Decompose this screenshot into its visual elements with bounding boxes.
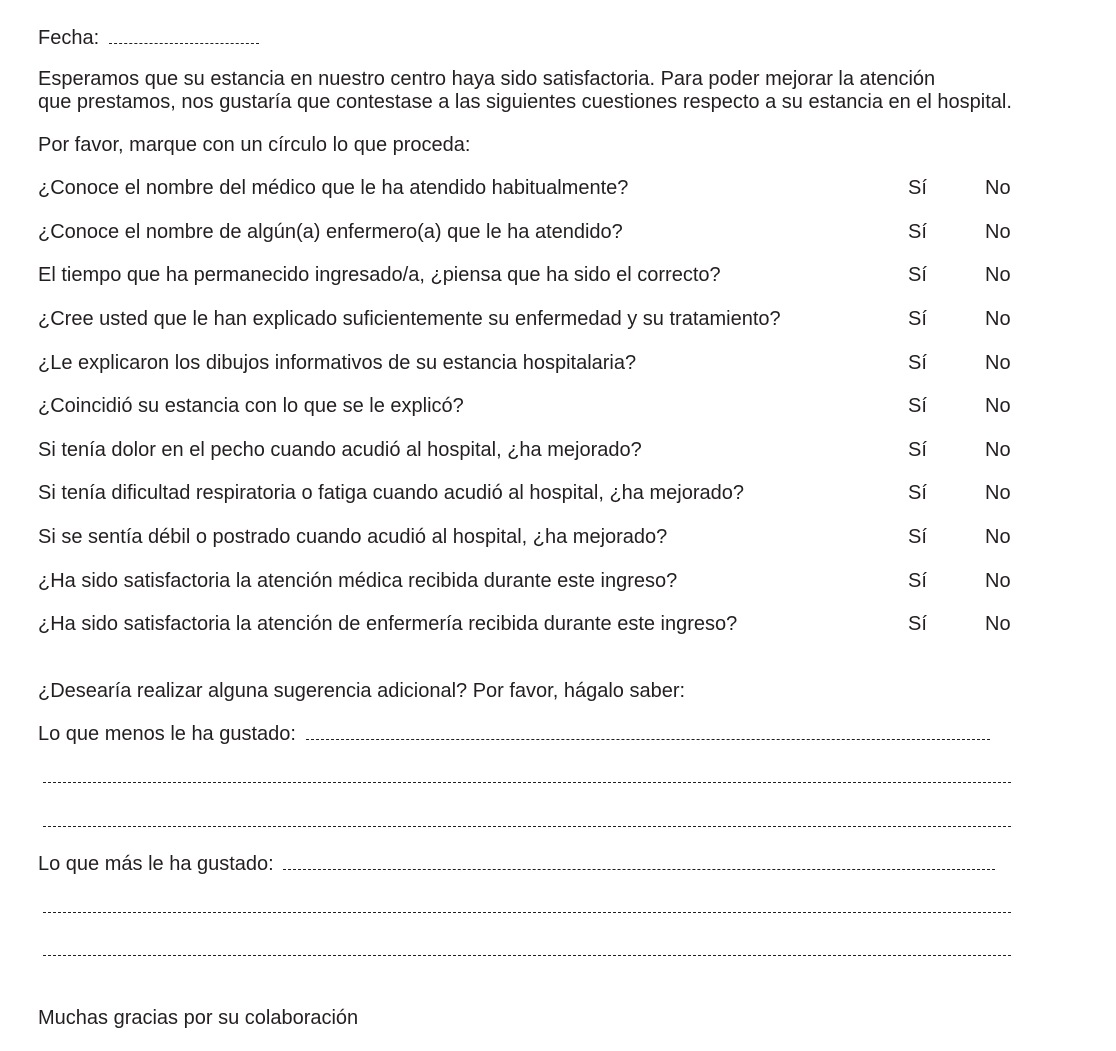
answer-no[interactable]: No <box>985 264 1011 286</box>
question-row <box>38 612 1116 636</box>
answer-no[interactable]: No <box>985 482 1011 504</box>
date-label: Fecha: <box>38 27 100 49</box>
answer-no[interactable]: No <box>985 352 1011 374</box>
date-field <box>38 26 259 50</box>
question-text: El tiempo que ha permanecido ingresado/a, ¿piensa que ha sido el correcto? <box>38 264 721 286</box>
answer-no[interactable]: No <box>985 570 1011 592</box>
most-liked-field <box>38 852 995 876</box>
answer-yes[interactable]: Sí <box>908 264 927 286</box>
answer-no[interactable]: No <box>985 526 1011 548</box>
question-text: ¿Ha sido satisfactoria la atención médica recibida durante este ingreso? <box>38 570 678 592</box>
answer-yes[interactable]: Sí <box>908 352 927 374</box>
most-liked-extra-line-1[interactable] <box>43 912 1011 913</box>
answer-yes[interactable]: Sí <box>908 439 927 461</box>
intro-line-1: Esperamos que su estancia en nuestro centro haya sido satisfactoria. Para poder mejorar la atención <box>38 68 936 90</box>
question-row <box>38 263 1116 287</box>
answer-yes[interactable]: Sí <box>908 613 927 635</box>
question-text: Si tenía dificultad respiratoria o fatiga cuando acudió al hospital, ¿ha mejorado? <box>38 482 744 504</box>
date-input-line[interactable] <box>109 43 259 44</box>
suggestion-prompt: ¿Desearía realizar alguna sugerencia adicional? Por favor, hágalo saber: <box>38 680 686 702</box>
answer-no[interactable]: No <box>985 177 1011 199</box>
most-liked-label: Lo que más le ha gustado: <box>38 853 274 875</box>
question-text: ¿Ha sido satisfactoria la atención de enfermería recibida durante este ingreso? <box>38 613 738 635</box>
question-row <box>38 394 1116 418</box>
answer-yes[interactable]: Sí <box>908 482 927 504</box>
answer-no[interactable]: No <box>985 395 1011 417</box>
question-row <box>38 481 1116 505</box>
question-row <box>38 307 1116 331</box>
question-text: ¿Le explicaron los dibujos informativos de su estancia hospitalaria? <box>38 352 637 374</box>
question-text: ¿Conoce el nombre de algún(a) enfermero(a) que le ha atendido? <box>38 221 623 243</box>
least-liked-label: Lo que menos le ha gustado: <box>38 723 296 745</box>
least-liked-extra-line-1[interactable] <box>43 782 1011 783</box>
answer-no[interactable]: No <box>985 613 1011 635</box>
least-liked-input-line[interactable] <box>306 739 990 740</box>
answer-no[interactable]: No <box>985 439 1011 461</box>
closing-text: Muchas gracias por su colaboración <box>38 1007 359 1029</box>
answer-yes[interactable]: Sí <box>908 308 927 330</box>
question-row <box>38 220 1116 244</box>
instruction-text: Por favor, marque con un círculo lo que proceda: <box>38 134 471 156</box>
most-liked-extra-line-2[interactable] <box>43 955 1011 956</box>
least-liked-field <box>38 722 990 746</box>
answer-yes[interactable]: Sí <box>908 177 927 199</box>
answer-no[interactable]: No <box>985 308 1011 330</box>
question-text: ¿Conoce el nombre del médico que le ha atendido habitualmente? <box>38 177 629 199</box>
answer-no[interactable]: No <box>985 221 1011 243</box>
question-text: ¿Cree usted que le han explicado suficientemente su enfermedad y su tratamiento? <box>38 308 781 330</box>
least-liked-extra-line-2[interactable] <box>43 826 1011 827</box>
answer-yes[interactable]: Sí <box>908 221 927 243</box>
answer-yes[interactable]: Sí <box>908 570 927 592</box>
question-row <box>38 569 1116 593</box>
question-text: Si se sentía débil o postrado cuando acudió al hospital, ¿ha mejorado? <box>38 526 668 548</box>
question-text: Si tenía dolor en el pecho cuando acudió al hospital, ¿ha mejorado? <box>38 439 642 461</box>
intro-line-2: que prestamos, nos gustaría que contestase a las siguientes cuestiones respecto a su estancia en el hospital. <box>38 91 1012 113</box>
answer-yes[interactable]: Sí <box>908 526 927 548</box>
question-row <box>38 438 1116 462</box>
question-row <box>38 176 1116 200</box>
question-row <box>38 351 1116 375</box>
question-row <box>38 525 1116 549</box>
most-liked-input-line[interactable] <box>283 869 995 870</box>
answer-yes[interactable]: Sí <box>908 395 927 417</box>
question-text: ¿Coincidió su estancia con lo que se le explicó? <box>38 395 464 417</box>
